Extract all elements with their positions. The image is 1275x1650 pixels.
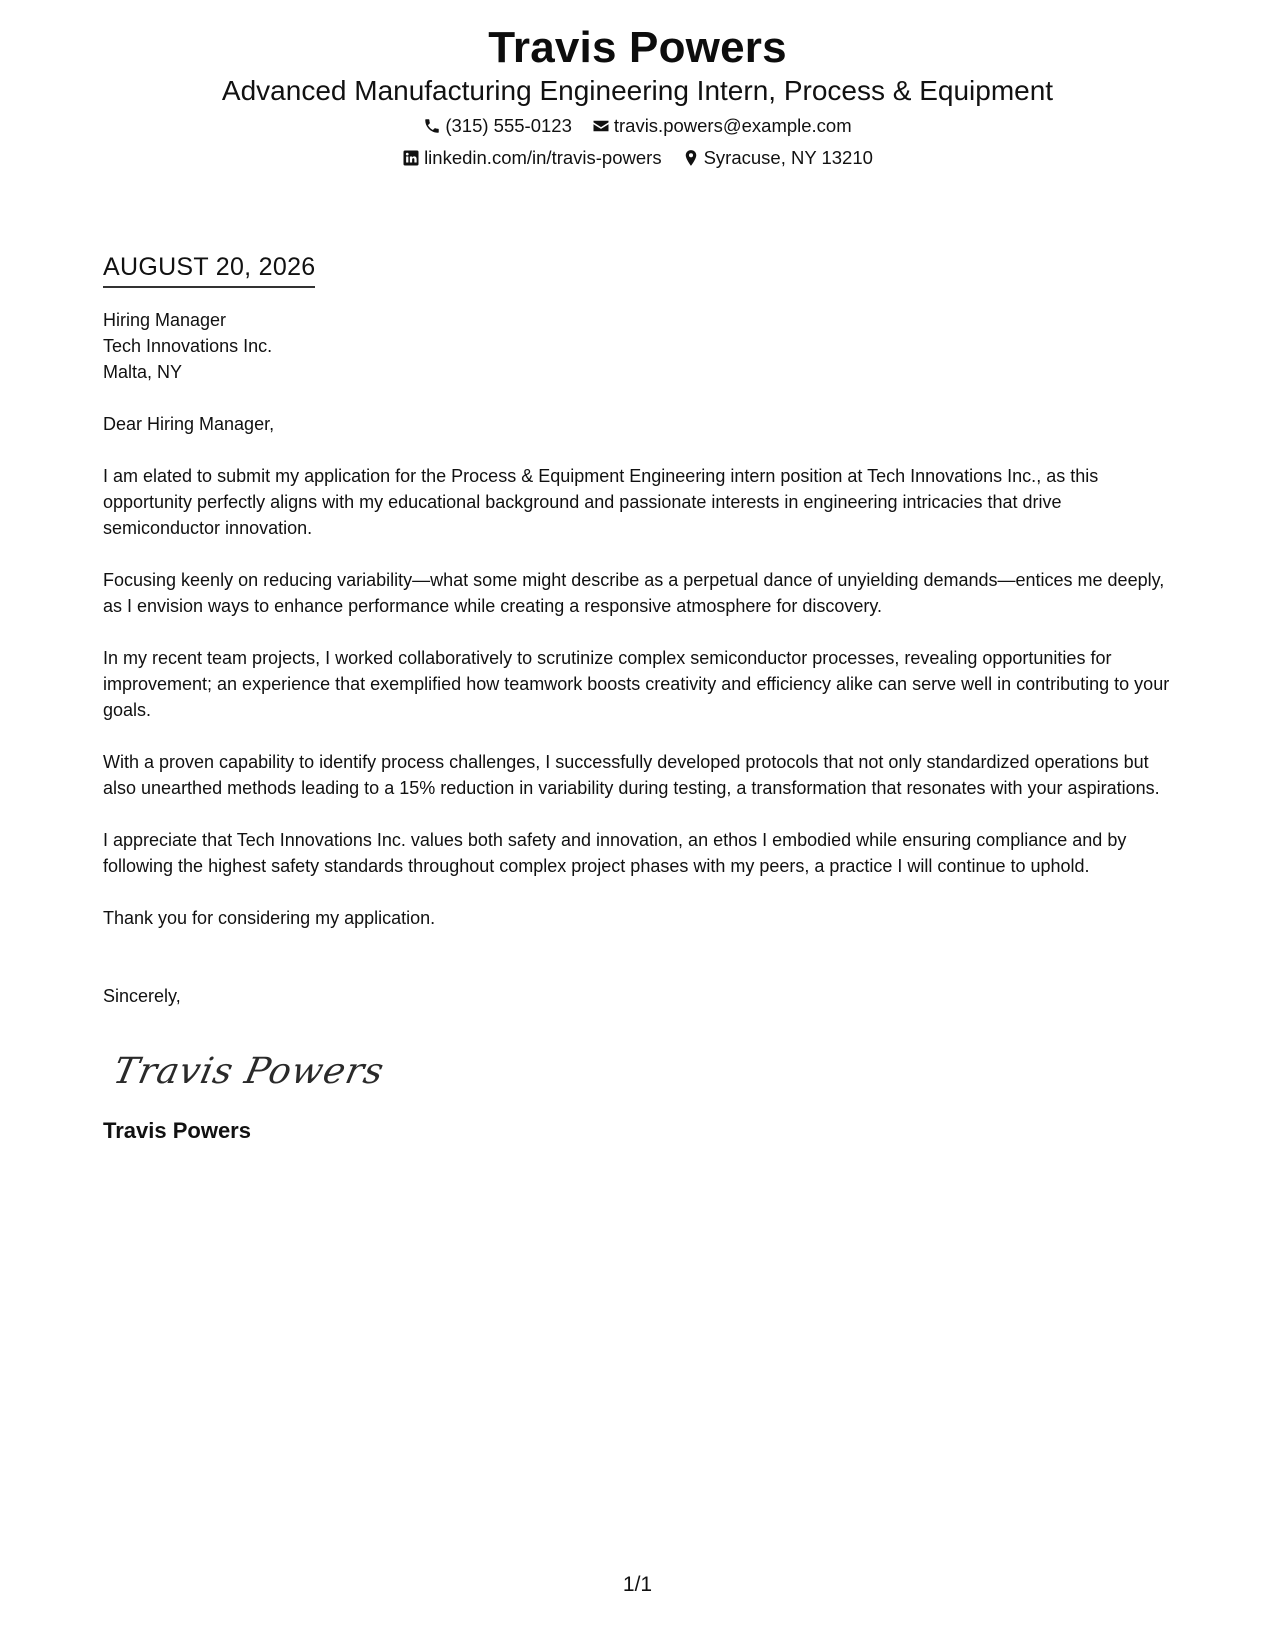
recipient-line: Hiring Manager <box>103 310 227 330</box>
contact-linkedin[interactable] <box>402 146 662 170</box>
contact-phone <box>423 114 572 138</box>
linkedin-text[interactable]: linkedin.com/in/travis-powers <box>424 147 662 168</box>
applicant-title: Advanced Manufacturing Engineering Intern, Process & Equipment <box>221 75 1054 106</box>
signer-name: Travis Powers <box>103 1118 251 1143</box>
body-paragraph: I am elated to submit my application for the Process & Equipment Engineering intern position at Tech Innovations Inc., as this opportunity perfectly aligns with my educational background and passionate interests in engineering intricacies that drive semiconductor innovation. <box>103 466 1099 538</box>
recipient-line: Malta, NY <box>103 362 183 382</box>
applicant-name: Travis Powers <box>488 23 787 72</box>
page-number: 1/1 <box>622 1573 653 1596</box>
map-pin-icon <box>682 149 700 167</box>
signature-script: Travis Powers <box>109 1049 389 1092</box>
body-paragraph: In my recent team projects, I worked collaboratively to scrutinize complex semiconductor processes, revealing opportunities for improvement; an experience that exemplified how teamwork boosts creativity and efficiency alike can serve well in contributing to your goals. <box>103 648 1170 720</box>
body-paragraph: Focusing keenly on reducing variability—what some might describe as a perpetual dance of unyielding demands—entices me deeply, as I envision ways to enhance performance while creating a responsive atmosphere for discovery. <box>103 570 1165 616</box>
letter-date: AUGUST 20, 2026 <box>103 252 315 288</box>
signature-image <box>109 1039 1178 1099</box>
email-text[interactable]: travis.powers@example.com <box>613 115 852 136</box>
contact-row-primary <box>0 114 1275 138</box>
recipient-line: Tech Innovations Inc. <box>103 336 273 356</box>
body-paragraph: I appreciate that Tech Innovations Inc. values both safety and innovation, an ethos I embodied while ensuring compliance and by following the highest safety standards throughout complex project phases with my peers, a practice I will continue to uphold. <box>103 830 1127 876</box>
phone-text: (315) 555-0123 <box>445 115 572 136</box>
phone-icon <box>423 117 441 135</box>
body-paragraph: With a proven capability to identify process challenges, I successfully developed protocols that not only standardized operations but also unearthed methods leading to a 15% reduction in variability during testing, a transformation that resonates with your aspirations. <box>103 752 1160 798</box>
closing: Sincerely, <box>103 986 181 1006</box>
body-paragraph: Thank you for considering my application. <box>103 908 436 928</box>
recipient-block <box>103 307 1178 385</box>
location-text: Syracuse, NY 13210 <box>703 147 873 168</box>
letter-header <box>0 22 1275 170</box>
envelope-icon <box>592 117 610 135</box>
contact-location <box>682 146 873 170</box>
salutation: Dear Hiring Manager, <box>103 414 275 434</box>
contact-row-secondary <box>0 146 1275 170</box>
letter-body <box>103 252 1178 1145</box>
contact-email[interactable] <box>592 114 852 138</box>
linkedin-icon <box>402 149 420 167</box>
